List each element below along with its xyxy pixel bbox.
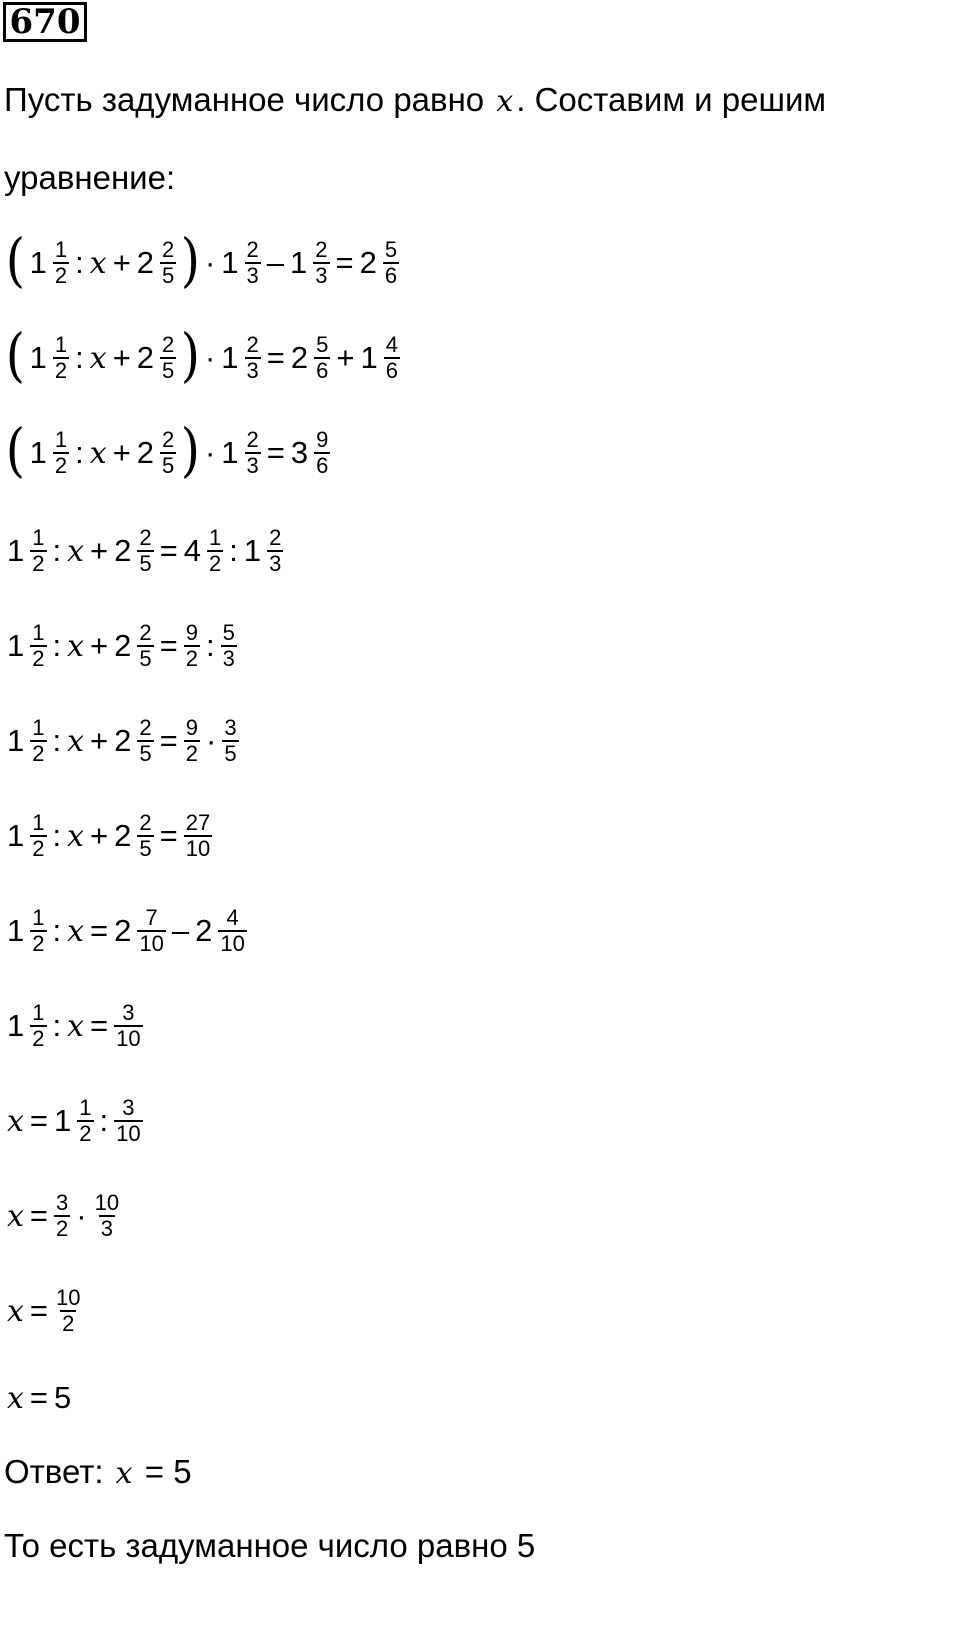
fraction — [30, 811, 46, 861]
variable: x — [7, 1103, 24, 1139]
operator: = — [90, 913, 109, 948]
operator: + — [336, 340, 355, 375]
number: 2 — [195, 913, 213, 948]
fraction — [53, 428, 69, 478]
numerator: 2 — [269, 525, 282, 550]
numerator: 5 — [222, 620, 235, 645]
denominator: 5 — [139, 741, 152, 766]
numerator: 3 — [122, 1095, 135, 1120]
numerator: 1 — [54, 427, 68, 452]
number: 2 — [290, 340, 309, 375]
operator: = — [29, 1103, 49, 1138]
number: 1 — [29, 245, 47, 280]
denominator: 5 — [139, 646, 152, 671]
operator: – — [171, 913, 190, 948]
denominator: 3 — [222, 646, 235, 671]
number: 1 — [221, 340, 239, 375]
fraction — [137, 811, 153, 861]
denominator: 10 — [185, 836, 211, 861]
intro-text — [4, 80, 826, 122]
operator: + — [90, 533, 109, 568]
denominator: 6 — [316, 358, 329, 383]
variable: x — [7, 1380, 24, 1416]
fraction — [207, 526, 223, 576]
parenthesis: ) — [180, 416, 201, 484]
number: 2 — [114, 913, 132, 948]
variable: x — [67, 533, 85, 569]
fraction — [54, 1191, 70, 1241]
numerator: 1 — [32, 715, 45, 740]
denominator: 2 — [32, 741, 45, 766]
denominator: 10 — [116, 1121, 141, 1146]
numerator: 2 — [139, 810, 152, 835]
operator: = — [159, 628, 178, 663]
fraction — [160, 428, 176, 478]
operator: : — [75, 340, 84, 375]
operator: = — [159, 723, 178, 758]
parenthesis: ( — [5, 226, 25, 294]
fraction — [54, 1286, 82, 1336]
numerator: 4 — [226, 905, 239, 930]
number: 2 — [136, 340, 155, 375]
number: 1 — [221, 245, 239, 280]
fraction — [77, 1096, 93, 1146]
numerator: 2 — [139, 715, 152, 740]
numerator: 2 — [315, 237, 328, 262]
operator: = — [29, 1293, 49, 1328]
fraction — [245, 333, 261, 383]
number: 1 — [7, 1008, 25, 1043]
numerator: 2 — [139, 620, 152, 645]
numerator: 9 — [316, 427, 329, 452]
operator: · — [76, 1198, 87, 1233]
equation-line — [4, 986, 146, 1066]
denominator: 5 — [162, 358, 175, 383]
operator: = — [159, 818, 178, 853]
fraction — [30, 526, 46, 576]
operator: : — [99, 1103, 109, 1138]
denominator: 3 — [246, 358, 259, 383]
denominator: 10 — [116, 1026, 141, 1051]
numerator: 1 — [32, 1000, 45, 1025]
denominator: 2 — [32, 836, 45, 861]
denominator: 5 — [139, 551, 152, 576]
number: 5 — [54, 1380, 72, 1415]
variable: x — [67, 1008, 85, 1044]
number: 1 — [7, 913, 25, 948]
conclusion-text: То есть задуманное число равно 5 — [4, 1527, 536, 1564]
fraction — [53, 333, 69, 383]
operator: + — [90, 723, 109, 758]
operator: : — [52, 818, 62, 853]
fraction — [30, 716, 46, 766]
fraction — [184, 716, 200, 766]
denominator: 2 — [54, 358, 68, 383]
equation-line — [4, 1176, 124, 1256]
numerator: 1 — [32, 620, 45, 645]
fraction — [93, 1191, 121, 1241]
denominator: 3 — [100, 1216, 113, 1241]
parenthesis: ( — [5, 321, 25, 389]
fraction — [245, 238, 261, 288]
denominator: 6 — [384, 263, 398, 288]
parenthesis: ) — [180, 226, 201, 294]
number: 1 — [7, 818, 25, 853]
numerator: 2 — [162, 332, 175, 357]
fraction — [184, 811, 212, 861]
denominator: 5 — [139, 836, 152, 861]
numerator: 1 — [209, 525, 222, 550]
numerator: 2 — [246, 237, 259, 262]
fraction — [245, 428, 261, 478]
equation-line — [4, 606, 240, 686]
variable: x — [89, 245, 107, 281]
operator: = — [266, 340, 285, 375]
fraction — [160, 333, 176, 383]
fraction — [137, 716, 153, 766]
numerator: 1 — [54, 332, 68, 357]
numerator: 2 — [246, 427, 259, 452]
numerator: 27 — [185, 810, 211, 835]
problem-number: 670 — [3, 2, 87, 42]
operator: + — [112, 245, 131, 280]
numerator: 9 — [185, 715, 199, 740]
number: 1 — [243, 533, 262, 568]
number: 2 — [136, 435, 155, 470]
operator: + — [90, 628, 109, 663]
denominator: 2 — [32, 551, 45, 576]
number: 2 — [114, 533, 132, 568]
denominator: 2 — [209, 551, 222, 576]
denominator: 2 — [62, 1311, 75, 1336]
fraction — [30, 1001, 46, 1051]
variable: x — [67, 723, 85, 759]
parenthesis: ) — [180, 321, 201, 389]
numerator: 10 — [56, 1285, 81, 1310]
operator: : — [75, 435, 84, 470]
numerator: 2 — [162, 427, 175, 452]
numerator: 10 — [94, 1190, 120, 1215]
denominator: 2 — [185, 741, 199, 766]
equation-line — [4, 701, 242, 781]
denominator: 2 — [54, 453, 68, 478]
intro-variable: x — [496, 84, 514, 119]
operator: · — [204, 245, 216, 280]
fraction — [184, 621, 200, 671]
variable: x — [7, 1293, 24, 1329]
equation-line — [4, 318, 403, 398]
fraction — [114, 1001, 142, 1051]
answer-label: Ответ: — [4, 1453, 104, 1490]
variable: x — [89, 435, 107, 471]
number: 2 — [114, 628, 132, 663]
operator: = — [266, 435, 285, 470]
numerator: 9 — [185, 620, 199, 645]
number: 1 — [7, 533, 25, 568]
number: 4 — [183, 533, 202, 568]
number: 2 — [359, 245, 377, 280]
number: 1 — [360, 340, 378, 375]
variable: x — [67, 628, 85, 664]
denominator: 3 — [246, 453, 259, 478]
numerator: 7 — [145, 905, 158, 930]
fraction — [222, 716, 238, 766]
denominator: 2 — [32, 1026, 45, 1051]
number: 2 — [114, 723, 132, 758]
denominator: 5 — [224, 741, 237, 766]
answer-value: = 5 — [144, 1453, 192, 1490]
operator: : — [75, 245, 84, 280]
operator: + — [112, 435, 131, 470]
denominator: 6 — [316, 453, 329, 478]
operator: : — [52, 723, 62, 758]
operator: = — [29, 1198, 49, 1233]
denominator: 2 — [54, 263, 68, 288]
fraction — [137, 621, 153, 671]
operator: = — [90, 1008, 109, 1043]
numerator: 2 — [139, 525, 152, 550]
denominator: 3 — [315, 263, 328, 288]
denominator: 2 — [79, 1121, 92, 1146]
numerator: 1 — [32, 905, 45, 930]
denominator: 5 — [162, 453, 175, 478]
variable: x — [67, 818, 85, 854]
operator: + — [90, 818, 109, 853]
operator: = — [335, 245, 354, 280]
fraction — [383, 238, 399, 288]
operator: · — [204, 340, 216, 375]
fraction — [384, 333, 400, 383]
fraction — [114, 1096, 142, 1146]
numerator: 4 — [385, 332, 398, 357]
operator: = — [29, 1380, 49, 1415]
equation-line — [4, 796, 215, 876]
operator: · — [206, 723, 217, 758]
denominator: 10 — [139, 931, 164, 956]
variable: x — [89, 340, 107, 376]
number: 1 — [29, 340, 47, 375]
fraction — [313, 238, 329, 288]
numerator: 3 — [224, 715, 237, 740]
fraction — [137, 906, 165, 956]
variable: x — [67, 913, 85, 949]
fraction — [218, 906, 246, 956]
numerator: 3 — [122, 1000, 135, 1025]
equation-line — [4, 511, 286, 591]
equation-line — [4, 223, 402, 303]
denominator: 2 — [56, 1216, 69, 1241]
operator: – — [266, 245, 285, 280]
numerator: 5 — [316, 332, 329, 357]
equation-line — [4, 1081, 146, 1161]
denominator: 6 — [385, 358, 398, 383]
numerator: 1 — [54, 237, 68, 262]
denominator: 2 — [32, 931, 45, 956]
denominator: 2 — [185, 646, 199, 671]
operator: : — [52, 1008, 62, 1043]
operator: + — [112, 340, 131, 375]
fraction — [221, 621, 237, 671]
variable: x — [7, 1198, 24, 1234]
fraction — [30, 621, 46, 671]
numerator: 2 — [246, 332, 259, 357]
numerator: 5 — [384, 237, 398, 262]
denominator: 10 — [220, 931, 245, 956]
number: 2 — [136, 245, 155, 280]
numerator: 3 — [56, 1190, 69, 1215]
operator: : — [52, 533, 62, 568]
fraction — [160, 238, 176, 288]
answer-line — [4, 1452, 192, 1494]
number: 1 — [54, 1103, 72, 1138]
operator: = — [159, 533, 178, 568]
parenthesis: ( — [5, 416, 25, 484]
operator: · — [204, 435, 216, 470]
number: 2 — [114, 818, 132, 853]
fraction — [30, 906, 46, 956]
number: 1 — [29, 435, 47, 470]
answer-variable: x — [115, 1456, 133, 1491]
number: 3 — [290, 435, 309, 470]
fraction — [314, 428, 330, 478]
fraction — [314, 333, 330, 383]
fraction — [267, 526, 283, 576]
equation-line — [4, 413, 333, 493]
numerator: 2 — [162, 237, 175, 262]
equation-line — [4, 1271, 86, 1351]
denominator: 2 — [32, 646, 45, 671]
equation-line — [4, 1358, 74, 1438]
equation-line — [4, 891, 250, 971]
intro-after: . Составим и решим — [516, 81, 827, 118]
denominator: 3 — [269, 551, 282, 576]
number: 1 — [290, 245, 308, 280]
operator: : — [229, 533, 238, 568]
fraction — [53, 238, 69, 288]
numerator: 1 — [32, 810, 45, 835]
fraction — [137, 526, 153, 576]
denominator: 3 — [246, 263, 259, 288]
numerator: 1 — [79, 1095, 92, 1120]
number: 1 — [221, 435, 239, 470]
operator: : — [52, 628, 62, 663]
operator: : — [52, 913, 62, 948]
intro-before: Пусть задуманное число равно — [4, 81, 494, 118]
number: 1 — [7, 628, 25, 663]
denominator: 5 — [162, 263, 175, 288]
operator: : — [206, 628, 215, 663]
intro-continuation: уравнение: — [4, 159, 176, 196]
number: 1 — [7, 723, 25, 758]
numerator: 1 — [32, 525, 45, 550]
